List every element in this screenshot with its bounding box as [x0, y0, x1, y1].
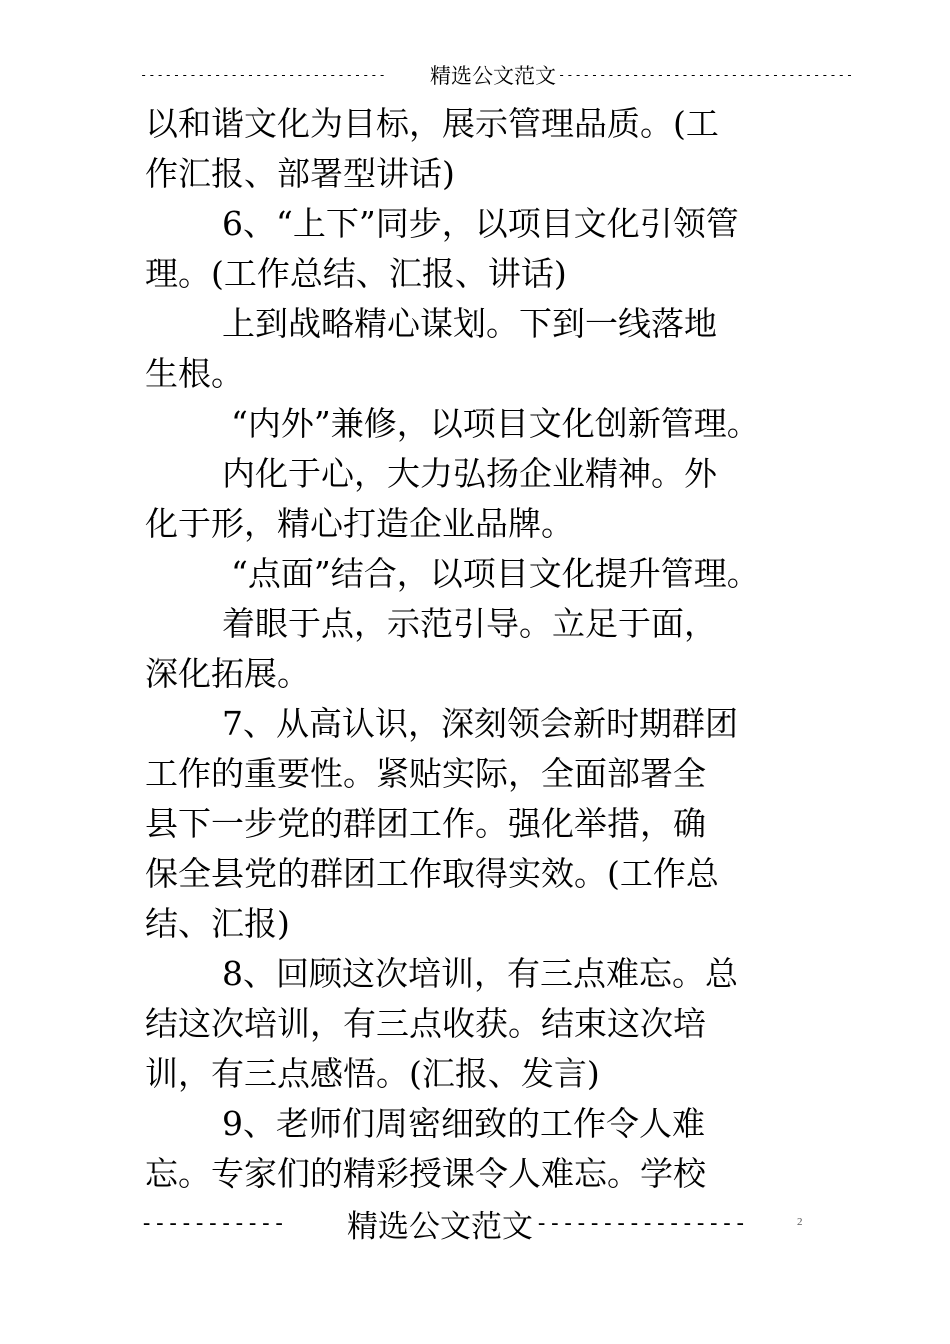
text-line: 工作的重要性。紧贴实际，全面部署全 — [145, 754, 706, 793]
text-line: 生根。 — [145, 354, 244, 393]
text-line: 化于形，精心打造企业品牌。 — [145, 504, 574, 543]
footer-title: 精选公文范文 — [347, 1208, 533, 1243]
text-line: 保全县党的群团工作取得实效。(工作总 — [145, 854, 719, 893]
text-line: 6、“上下”同步，以项目文化引领管 — [222, 204, 739, 243]
footer-rule-right: ---------------- — [535, 1210, 747, 1236]
text-line: 9、老师们周密细致的工作令人难 — [222, 1104, 705, 1143]
header-rule-left: ------------------------------ — [140, 68, 387, 82]
footer-rule-left: ----------- — [140, 1210, 286, 1236]
text-line: 忘。专家们的精彩授课令人难忘。学校 — [145, 1154, 706, 1193]
header-rule-right: ------------------------------------ — [558, 68, 855, 82]
text-line: 县下一步党的群团工作。强化举措，确 — [145, 804, 706, 843]
text-line: “点面”结合，以项目文化提升管理。 — [231, 554, 760, 593]
text-line: 以和谐文化为目标，展示管理品质。(工 — [145, 104, 719, 143]
body-text — [145, 99, 825, 1199]
text-line: 结这次培训，有三点收获。结束这次培 — [145, 1004, 706, 1043]
page-number: 2 — [797, 1216, 803, 1228]
text-line: 上到战略精心谋划。下到一线落地 — [222, 304, 717, 343]
text-line: 着眼于点，示范引导。立足于面， — [222, 604, 717, 643]
page-header — [140, 62, 910, 88]
text-line: 内化于心，大力弘扬企业精神。外 — [222, 454, 717, 493]
text-line: “内外”兼修，以项目文化创新管理。 — [231, 404, 760, 443]
text-line: 结、汇报) — [145, 904, 290, 943]
text-line: 理。(工作总结、汇报、讲话) — [145, 254, 567, 293]
page-footer — [140, 1203, 885, 1243]
text-line: 深化拓展。 — [145, 654, 310, 693]
text-line: 8、回顾这次培训，有三点难忘。总 — [222, 954, 738, 993]
text-line: 7、从高认识，深刻领会新时期群团 — [222, 704, 738, 743]
header-title: 精选公文范文 — [430, 64, 556, 88]
text-line: 训，有三点感悟。(汇报、发言) — [145, 1054, 600, 1093]
text-line: 作汇报、部署型讲话) — [145, 154, 455, 193]
